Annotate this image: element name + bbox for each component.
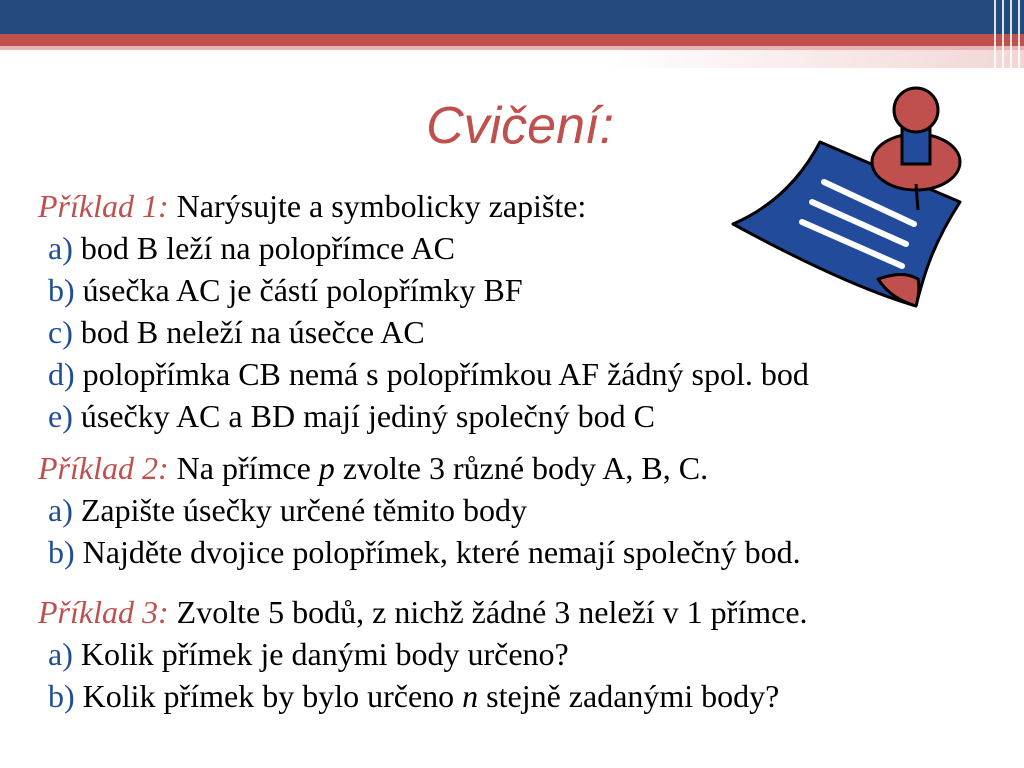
item-letter: b) [48,272,75,308]
banner-red-stripe [0,34,1024,46]
item-letter: d) [48,356,75,392]
task-label: Příklad 3: [38,594,169,630]
task-text: Narýsujte a symbolicky zapište: [176,188,587,224]
task-2-item-b [38,531,1008,573]
banner-vertical-lines [988,0,1024,72]
item-text: Najděte dvojice polopřímek, které nemají společný bod. [82,534,801,570]
item-variable: n [462,678,479,714]
task-text-end: zvolte 3 různé body A, B, C. [342,450,709,486]
item-text: Zapište úsečky určené těmito body [80,492,527,528]
task-label: Příklad 1: [38,188,169,224]
task-1-item-a [38,227,1008,269]
item-text-end: stejně zadanými body? [486,678,780,714]
exercise-content [38,185,1008,717]
item-letter: a) [48,492,73,528]
item-text: bod B leží na polopřímce AC [80,230,456,266]
task-text: Na přímce [176,450,311,486]
item-text: polopřímka CB nemá s polopřímkou AF žádný spol. bod [82,356,809,392]
item-text: Kolik přímek je danými body určeno? [80,636,569,672]
item-letter: b) [48,678,75,714]
task-2 [38,447,1008,573]
task-label: Příklad 2: [38,450,169,486]
task-text: Zvolte 5 bodů, z nichž žádné 3 neleží v 1 přímce. [176,594,808,630]
header-banner [0,0,1024,72]
task-2-heading [38,447,1008,489]
task-3-heading [38,591,1008,633]
item-letter: a) [48,636,73,672]
banner-blue-stripe [0,0,1024,34]
task-3-item-b [38,675,1008,717]
task-variable: p [318,450,335,486]
task-1-heading [38,185,1008,227]
item-text: úsečka AC je částí polopřímky BF [82,272,523,308]
task-1-item-d [38,353,1008,395]
task-1-item-e [38,395,1008,437]
task-3-item-a [38,633,1008,675]
item-letter: c) [48,314,73,350]
task-1-item-b [38,269,1008,311]
task-2-item-a [38,489,1008,531]
item-text: úsečky AC a BD mají jediný společný bod C [80,398,656,434]
item-text: bod B neleží na úsečce AC [80,314,425,350]
task-1 [38,185,1008,437]
item-text: Kolik přímek by bylo určeno [82,678,455,714]
banner-fade-stripe [605,50,1024,68]
item-letter: b) [48,534,75,570]
task-1-item-c [38,311,1008,353]
item-letter: e) [48,398,73,434]
item-letter: a) [48,230,73,266]
task-3 [38,591,1008,717]
slide-title: Cvičení: [426,97,614,155]
